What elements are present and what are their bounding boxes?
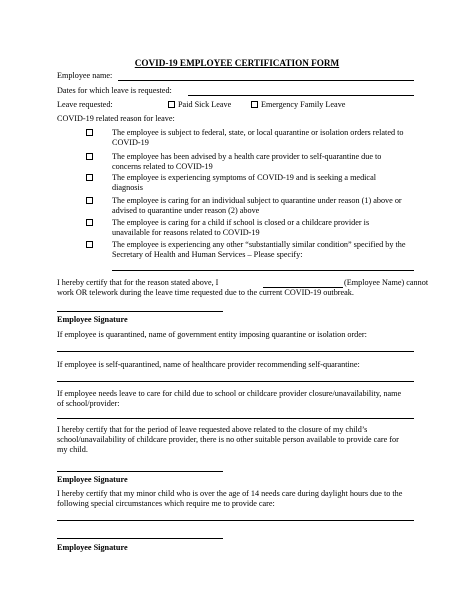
reason-3-checkbox[interactable] — [86, 174, 93, 181]
reason-label: COVID-19 related reason for leave: — [57, 114, 175, 123]
form-title: COVID-19 EMPLOYEE CERTIFICATION FORM — [134, 58, 340, 68]
leave-requested-label: Leave requested: — [57, 100, 113, 109]
reason-5-line-2: unavailable for reasons related to COVID-19 — [112, 228, 260, 237]
employee-signature-2-label: Employee Signature — [57, 475, 128, 484]
self-quarantined-label: If employee is self-quarantined, name of healthcare provider recommending self-quarantine: — [57, 360, 360, 369]
certify-2-line-1: I hereby certify that for the period of leave requested above related to the closure of my child’s — [57, 425, 368, 434]
employee-signature-3-label: Employee Signature — [57, 543, 128, 552]
paid-sick-leave-checkbox[interactable] — [168, 101, 175, 108]
reason-6-checkbox[interactable] — [86, 241, 93, 248]
childcare-label-line-2: of school/provider: — [57, 399, 120, 408]
reason-1-checkbox[interactable] — [86, 129, 93, 136]
certify-1-text-a: I hereby certify that for the reason stated above, I — [57, 278, 219, 287]
school-provider-field[interactable] — [57, 418, 414, 419]
reason-1-line-2: COVID-19 — [112, 138, 149, 147]
dates-label: Dates for which leave is requested: — [57, 86, 172, 95]
healthcare-provider-field[interactable] — [57, 381, 414, 382]
employee-name-field[interactable] — [118, 80, 414, 81]
childcare-label-line-1: If employee needs leave to care for child due to school or childcare provider closure/unavailability, name — [57, 389, 402, 398]
emergency-family-leave-label: Emergency Family Leave — [261, 100, 346, 109]
reason-5-checkbox[interactable] — [86, 219, 93, 226]
employee-signature-2-line[interactable] — [57, 471, 223, 472]
employee-name-label: Employee name: — [57, 71, 113, 80]
quarantined-label: If employee is quarantined, name of government entity imposing quarantine or isolation order: — [57, 330, 367, 339]
reason-3-line-2: diagnosis — [112, 183, 143, 192]
certify-3-line-2: following special circumstances which require me to provide care: — [57, 499, 275, 508]
reason-2-line-2: concerns related to COVID-19 — [112, 162, 213, 171]
reason-6-line-1: The employee is experiencing any other “substantially similar condition” specified by the — [112, 240, 406, 249]
reason-3-line-1: The employee is experiencing symptoms of COVID-19 and is seeking a medical — [112, 173, 376, 182]
quarantined-entity-field[interactable] — [57, 351, 414, 352]
special-circumstances-field-1[interactable] — [57, 520, 414, 521]
certify-2-line-3: my child. — [57, 445, 88, 454]
employee-signature-3-line[interactable] — [57, 538, 223, 539]
reason-4-line-2: advised to quarantine under reason (2) above — [112, 206, 260, 215]
reason-6-line-2: Secretary of Health and Human Services – Please specify: — [112, 250, 303, 259]
employee-signature-1-label: Employee Signature — [57, 315, 128, 324]
certify-3-line-1: I hereby certify that my minor child who is over the age of 14 needs care during daylight hours due to the — [57, 489, 403, 498]
reason-2-line-1: The employee has been advised by a health care provider to self-quarantine due to — [112, 152, 382, 161]
certify-2-line-2: school/unavailability of childcare provider, there is no other suitable person available to provide care for — [57, 435, 399, 444]
reason-4-checkbox[interactable] — [86, 197, 93, 204]
reason-5-line-1: The employee is caring for a child if school is closed or a childcare provider is — [112, 218, 370, 227]
dates-field[interactable] — [188, 95, 414, 96]
employee-signature-1-line[interactable] — [57, 311, 223, 312]
reason-1-line-1: The employee is subject to federal, state, or local quarantine or isolation orders related to — [112, 128, 404, 137]
reason-4-line-1: The employee is caring for an individual subject to quarantine under reason (1) above or — [112, 196, 402, 205]
other-reason-field[interactable] — [112, 270, 414, 271]
emergency-family-leave-checkbox[interactable] — [251, 101, 258, 108]
certify-1-text-b: (Employee Name) cannot — [344, 278, 429, 287]
reason-2-checkbox[interactable] — [86, 153, 93, 160]
paid-sick-leave-label: Paid Sick Leave — [178, 100, 232, 109]
certify-1-text-c: work OR telework during the leave time requested due to the current COVID-19 outbreak. — [57, 288, 354, 297]
